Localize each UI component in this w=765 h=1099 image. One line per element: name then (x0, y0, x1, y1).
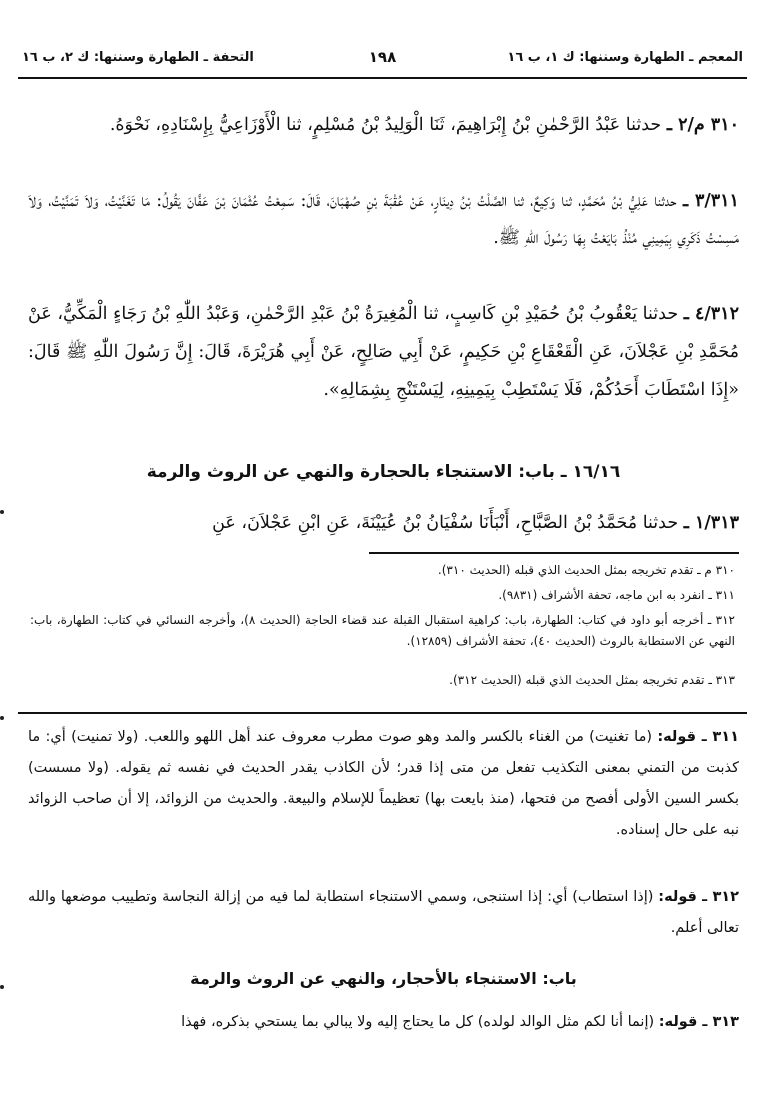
commentary-text: (ما تغنيت) من الغناء بالكسر والمد وهو صوت مطرب معروف عند أهل اللهو واللعب. (ولا تمنيت) أي: ما كذبت من التمني بمعنى التكذيب تفعل من متى إذا قدر؛ لأن الكاذب يقدر الحديث في نفسه ثم يقوله. (ولا مسست) بكسر السين الأولى أفصح من فتحها، (منذ بايعت بها) تعظيماً للإسلام والبيعة. والحديث من الزوائد، إلا أن صاحب الزوائد نبه على حال إسناده. (28, 729, 739, 838)
footnote: ٣١١ ـ انفرد به ابن ماجه، تحفة الأشراف (٩٨٣١). (498, 588, 735, 602)
commentary-text: (إذا استطاب) أي: إذا استنجى، وسمي الاستنجاء استطابة لما فيه من إزالة النجاسة وتطييب موضعها والله تعالى أعلم. (28, 889, 739, 936)
hadith-text: حدثنا يَعْقُوبُ بْنُ حُمَيْدِ بْنِ كَاسِبٍ، ثنا الْمُغِيرَةُ بْنُ عَبْدِ الرَّحْمٰنِ، وَعَبْدُ اللّٰهِ بْنُ رَجَاءٍ الْمَكِّيُّ، عَنْ مُحَمَّدِ بْنِ عَجْلاَنَ، عَنِ الْقَعْقَاعِ بْنِ حَكِيمٍ، عَنْ أَبِي صَالِحٍ، عَنْ أَبِي هُرَيْرَةَ، قَالَ: إِنَّ رَسُولَ اللّٰهِ ﷺ قَالَ: «إِذَا اسْتَطَابَ أَحَدُكُمْ، فَلَا يَسْتَطِبْ بِيَمِينِهِ، لِيَسْتَنْجِ بِشِمَالِهِ». (28, 304, 739, 400)
header-rule (18, 77, 747, 79)
commentary-label: ٣١١ ـ قوله: (657, 729, 739, 745)
hadith-text: حدثنا عَلِيُّ بْنُ مُحَمَّدٍ، ثنا وَكِيعٌ، ثنا الصَّلْتُ بْنُ دِينَارٍ، عَنْ عُقْبَةَ بْنِ صُهْبَانَ، قَالَ: سَمِعْتُ عُثْمَانَ بْنَ عَفَّانَ يَقُولُ: مَا تَغَنَّيْتُ، وَلاَ تَمَنَّيْتُ، وَلاَ مَسِسْتُ ذَكَرِي بِيَمِينِي مُنْذُ بَايَعْتُ بِهَا رَسُولَ اللّٰهِ ﷺ. (28, 191, 739, 248)
hadith-number: ٣١٠ م/٢ ـ (666, 115, 739, 135)
header-right: المعجم ـ الطهارة وسننها: ك ١، ب ١٦ (507, 50, 743, 65)
hadith-number: ٣/٣١١ ـ (682, 191, 739, 211)
running-header (22, 50, 743, 74)
margin-mark (0, 510, 4, 514)
header-left: التحفة ـ الطهارة وسننها: ك ٢، ب ١٦ (22, 50, 254, 65)
chapter-heading (28, 462, 739, 482)
hadith-number: ١/٣١٣ ـ (683, 513, 739, 533)
commentary-313 (28, 1007, 739, 1038)
footnote: ٣١٢ ـ أخرجه أبو داود في كتاب: الطهارة، باب: كراهية استقبال القبلة عند قضاء الحاجة (الحديث ٨)، وأخرجه النسائي في كتاب: الطهارة، باب: النهي عن الاستطابة بالروث (الحديث ٤٠)، تحفة الأشراف (١٢٨٥٩). (30, 613, 735, 648)
margin-mark (0, 985, 4, 989)
chapter-number: ١٦/١٦ ـ (560, 462, 621, 482)
commentary-rule (18, 712, 747, 714)
commentary-label: ٣١٣ ـ قوله: (658, 1014, 739, 1030)
hadith-text: حدثنا عَبْدُ الرَّحْمٰنِ بْنُ إِبْرَاهِيمَ، ثَنَا الْوَلِيدُ بْنُ مُسْلِمٍ، ثنا الْأَوْزَاعِيُّ بِإِسْنَادِهِ، نَحْوَهُ. (109, 115, 662, 135)
chapter-title: باب: الاستنجاء بالحجارة والنهي عن الروث والرمة (146, 462, 555, 482)
commentary-label: ٣١٢ ـ قوله: (658, 889, 739, 905)
commentary-heading: باب: الاستنجاء بالأحجار، والنهي عن الروث والرمة (190, 969, 577, 988)
hadith-number: ٤/٣١٢ ـ (683, 304, 739, 324)
hadith-312 (28, 295, 739, 409)
commentary-311 (28, 722, 739, 846)
margin-mark (0, 716, 4, 720)
commentary-text: (إنما أنا لكم مثل الوالد لولده) كل ما يحتاج إليه ولا يبالي بما يستحي بذكره، فهذا (181, 1014, 655, 1030)
footnote: ٣١٣ ـ تقدم تخريجه بمثل الحديث الذي قبله (الحديث ٣١٢). (449, 673, 735, 687)
footnote-rule (369, 552, 739, 554)
hadith-311 (28, 183, 739, 257)
page-number: ١٩٨ (368, 48, 397, 66)
hadith-text: حدثنا مُحَمَّدُ بْنُ الصَّبَّاحِ، أَنْبَأَنَا سُفْيَانُ بْنُ عُيَيْنَةَ، عَنِ ابْنِ عَجْلاَنَ، عَنِ (212, 513, 679, 533)
hadith-310 (28, 108, 739, 143)
hadith-313 (28, 505, 739, 541)
commentary-312 (28, 882, 739, 944)
footnote: ٣١٠ م ـ تقدم تخريجه بمثل الحديث الذي قبله (الحديث ٣١٠). (437, 563, 735, 577)
